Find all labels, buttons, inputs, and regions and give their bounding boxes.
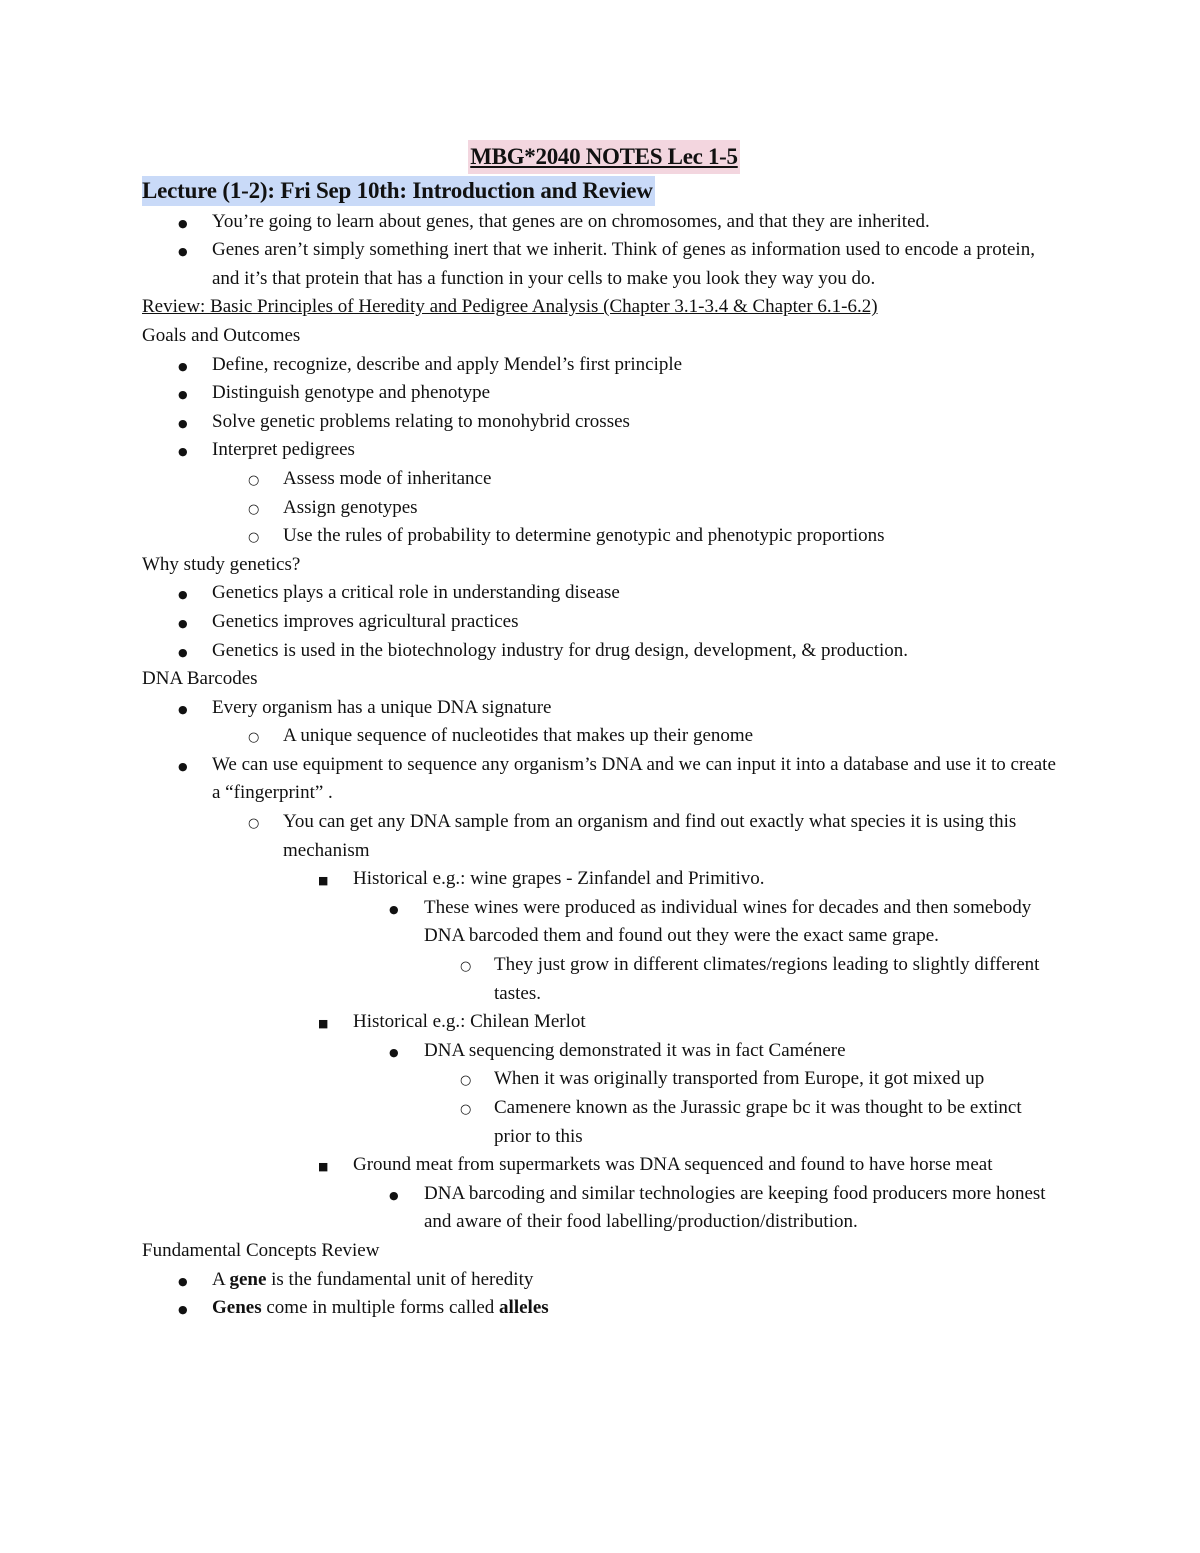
document-body (142, 140, 1062, 1323)
ring-bullet-icon (248, 522, 259, 553)
list-item: ● Distinguish genotype and phenotype (142, 379, 1062, 408)
list-item: ■ Historical e.g.: Chilean Merlot (142, 1008, 1062, 1037)
list-item: ■ Historical e.g.: wine grapes - Zinfandel and Primitivo. (142, 865, 1062, 894)
bullet-icon (178, 608, 188, 639)
list-item: ● Genes aren’t simply something inert that we inherit. Think of genes as information used to encode a protein, and it’s that protein that has a function in your cells to make you look they way you do. (142, 236, 1062, 293)
list-item: ● These wines were produced as individual wines for decades and then somebody DNA barcoded them and found out they were the exact same grape. (142, 894, 1062, 951)
goals-heading: Goals and Outcomes (142, 324, 301, 346)
list-item: ● Define, recognize, describe and apply Mendel’s first principle (142, 351, 1062, 380)
ring-bullet-icon (248, 722, 259, 753)
barcodes-list (142, 694, 1062, 1237)
ring-bullet-icon (248, 808, 259, 839)
bullet-icon (178, 694, 188, 725)
list-item: ○ When it was originally transported from Europe, it got mixed up (142, 1065, 1062, 1094)
bullet-icon (389, 894, 399, 925)
term-genes: Genes (212, 1297, 262, 1319)
lecture-heading-row (142, 176, 1062, 208)
ring-bullet-icon (248, 465, 259, 496)
term-gene: gene (229, 1268, 267, 1290)
list-item: ● We can use equipment to sequence any organism’s DNA and we can input it into a database and use it to create a “fingerprint” . (142, 751, 1062, 808)
bullet-icon (178, 208, 188, 239)
ring-bullet-icon (460, 1065, 471, 1096)
list-item: ● Solve genetic problems relating to monohybrid crosses (142, 408, 1062, 437)
review-heading: Review: Basic Principles of Heredity and Pedigree Analysis (Chapter 3.1-3.4 & Chapter 6.1-6.2) (142, 296, 878, 318)
square-bullet-icon (318, 865, 328, 896)
bullet-icon (389, 1037, 399, 1068)
bullet-icon (178, 408, 188, 439)
list-item: ● Genetics improves agricultural practices (142, 608, 1062, 637)
bullet-icon (178, 1266, 188, 1297)
intro-list (142, 208, 1062, 294)
bullet-icon (178, 579, 188, 610)
bullet-icon (178, 351, 188, 382)
fundamentals-heading: Fundamental Concepts Review (142, 1239, 380, 1261)
list-item: ● Genetics is used in the biotechnology industry for drug design, development, & production. (142, 637, 1062, 666)
bullet-icon (178, 236, 188, 267)
list-item: ● Interpret pedigrees (142, 436, 1062, 465)
barcodes-heading: DNA Barcodes (142, 668, 258, 690)
bullet-icon (389, 1180, 399, 1211)
fundamentals-list (142, 1266, 1062, 1323)
list-item: ○ Assess mode of inheritance (142, 465, 1062, 494)
ring-bullet-icon (248, 494, 259, 525)
lecture-heading: Lecture (1-2): Fri Sep 10th: Introduction and Review (142, 176, 655, 206)
list-item: ● Genes come in multiple forms called alleles (142, 1294, 1062, 1323)
bullet-icon (178, 637, 188, 668)
list-item: ● DNA sequencing demonstrated it was in fact Caménere (142, 1037, 1062, 1066)
list-item: ● You’re going to learn about genes, that genes are on chromosomes, and that they are inherited. (142, 208, 1062, 237)
title-row (146, 140, 1062, 176)
list-item: ● Every organism has a unique DNA signature (142, 694, 1062, 723)
why-heading: Why study genetics? (142, 553, 301, 575)
square-bullet-icon (318, 1008, 328, 1039)
list-item: ● Genetics plays a critical role in understanding disease (142, 579, 1062, 608)
ring-bullet-icon (460, 951, 471, 982)
square-bullet-icon (318, 1151, 328, 1182)
list-item: ○ A unique sequence of nucleotides that makes up their genome (142, 722, 1062, 751)
bullet-icon (178, 379, 188, 410)
list-item: ■ Ground meat from supermarkets was DNA sequenced and found to have horse meat (142, 1151, 1062, 1180)
ring-bullet-icon (460, 1094, 471, 1125)
why-list (142, 579, 1062, 665)
bullet-icon (178, 436, 188, 467)
list-item: ○ Camenere known as the Jurassic grape bc it was thought to be extinct prior to this (142, 1094, 1062, 1151)
list-item: ○ Use the rules of probability to determine genotypic and phenotypic proportions (142, 522, 1062, 551)
list-item: ○ You can get any DNA sample from an organism and find out exactly what species it is using this mechanism (142, 808, 1062, 865)
bullet-icon (178, 1294, 188, 1325)
list-item: ○ They just grow in different climates/regions leading to slightly different tastes. (142, 951, 1062, 1008)
document-title: MBG*2040 NOTES Lec 1-5 (468, 140, 739, 174)
term-alleles: alleles (499, 1297, 549, 1319)
goals-list (142, 351, 1062, 551)
list-item: ● A gene is the fundamental unit of heredity (142, 1266, 1062, 1295)
bullet-icon (178, 751, 188, 782)
list-item: ○ Assign genotypes (142, 494, 1062, 523)
list-item: ● DNA barcoding and similar technologies are keeping food producers more honest and aware of their food labelling/production/distribution. (142, 1180, 1062, 1237)
